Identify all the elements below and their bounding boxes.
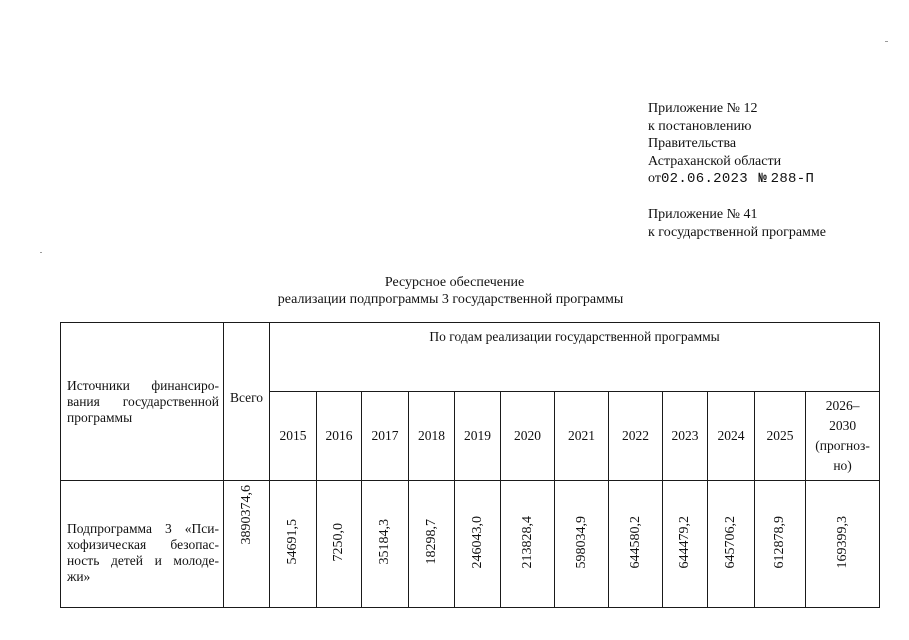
value: 54691,5 bbox=[285, 519, 300, 565]
value: 18298,7 bbox=[423, 519, 439, 565]
value-cell bbox=[409, 481, 455, 608]
table-row bbox=[61, 481, 880, 608]
value-total: 3890374,6 bbox=[238, 485, 254, 545]
scan-speck bbox=[885, 41, 888, 42]
header-year: 2019 bbox=[455, 392, 501, 481]
header-year: 2016 bbox=[317, 392, 362, 481]
appendix-line-6: Приложение № 41 bbox=[648, 206, 758, 222]
appendix-line-7: к государственной программе bbox=[648, 224, 826, 240]
value-cell bbox=[555, 481, 609, 608]
number-stamp: 288-П bbox=[770, 171, 815, 188]
value: 612878,9 bbox=[772, 515, 787, 569]
document-title bbox=[0, 274, 909, 308]
header-year: 2023 bbox=[663, 392, 708, 481]
table-header-row-1 bbox=[61, 323, 880, 392]
value: 598034,9 bbox=[573, 515, 589, 569]
header-source-line: вания государственной bbox=[67, 393, 219, 409]
row-source-line: Подпрограмма 3 «Пси- bbox=[67, 521, 219, 536]
row-source-line: ность детей и молоде- bbox=[67, 553, 219, 568]
header-source bbox=[61, 323, 224, 481]
header-year-forecast bbox=[806, 392, 880, 481]
header-total: Всего bbox=[224, 323, 270, 481]
value: 644479,2 bbox=[677, 515, 692, 569]
value-cell bbox=[455, 481, 501, 608]
appendix-line-1: Приложение № 12 bbox=[648, 101, 758, 116]
appendix-line-3: Правительства bbox=[648, 136, 737, 152]
value-cell bbox=[501, 481, 555, 608]
forecast-line: но) bbox=[833, 458, 852, 473]
value: 644580,2 bbox=[627, 515, 643, 569]
value: 246043,0 bbox=[469, 515, 485, 569]
header-year: 2021 bbox=[555, 392, 609, 481]
value-cell bbox=[755, 481, 806, 608]
date-stamp: 02.06.2023 bbox=[660, 171, 748, 188]
forecast-line: (прогноз- bbox=[815, 438, 870, 453]
value-cell-total bbox=[224, 481, 270, 608]
forecast-line: 2026– bbox=[825, 398, 860, 413]
value: 645706,2 bbox=[723, 515, 738, 569]
value-cell bbox=[362, 481, 409, 608]
header-year: 2015 bbox=[270, 392, 317, 481]
appendix-line-4: Астраханской области bbox=[648, 153, 782, 169]
scan-speck bbox=[40, 252, 42, 253]
header-year: 2017 bbox=[362, 392, 409, 481]
header-year: 2020 bbox=[501, 392, 555, 481]
row-source-line: хофизическая безопас- bbox=[67, 537, 219, 552]
value: 169399,3 bbox=[834, 515, 850, 569]
header-source-line: программы bbox=[67, 409, 133, 425]
value-cell bbox=[663, 481, 708, 608]
header-year: 2018 bbox=[409, 392, 455, 481]
value-cell bbox=[317, 481, 362, 608]
value: 35184,3 bbox=[377, 519, 392, 565]
title-line-2: реализации подпрограммы 3 государственной программы bbox=[277, 292, 624, 307]
appendix-date-line bbox=[648, 170, 888, 189]
value: 213828,4 bbox=[519, 515, 535, 569]
row-source bbox=[61, 481, 224, 608]
value-cell bbox=[806, 481, 880, 608]
header-source-line: Источники финансиро- bbox=[67, 377, 219, 393]
header-year: 2025 bbox=[755, 392, 806, 481]
appendix-block bbox=[648, 100, 888, 241]
number-sign: № bbox=[758, 171, 768, 188]
date-prefix: от bbox=[648, 171, 661, 187]
row-source-line: жи» bbox=[67, 569, 91, 584]
value: 7250,0 bbox=[331, 522, 346, 562]
resources-table bbox=[60, 322, 880, 608]
value-cell bbox=[708, 481, 755, 608]
header-year: 2024 bbox=[708, 392, 755, 481]
title-line-1: Ресурсное обеспечение bbox=[384, 275, 525, 290]
appendix-line-2: к постановлению bbox=[648, 118, 752, 134]
header-year: 2022 bbox=[609, 392, 663, 481]
header-years-group: По годам реализации государственной программы bbox=[270, 323, 880, 392]
value-cell bbox=[270, 481, 317, 608]
value-cell bbox=[609, 481, 663, 608]
forecast-line: 2030 bbox=[829, 418, 857, 433]
